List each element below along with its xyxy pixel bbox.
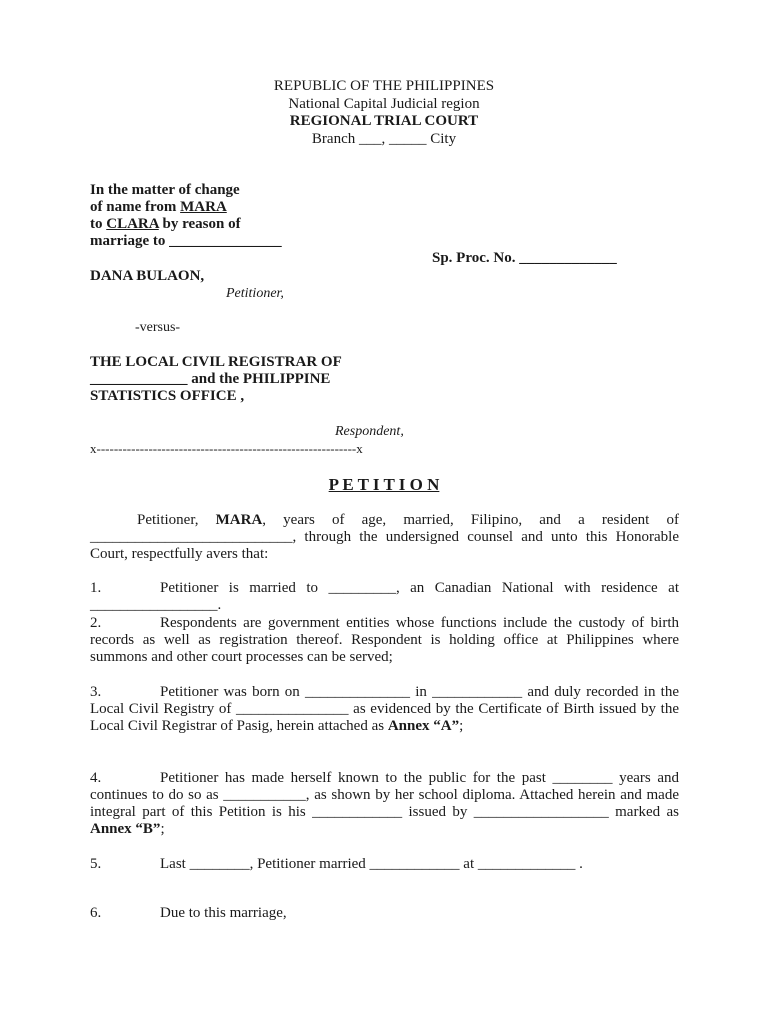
header-judicial-region: National Capital Judicial region bbox=[288, 96, 480, 112]
respondent-line-3: STATISTICS OFFICE , bbox=[90, 388, 245, 404]
document-title: P E T I T I O N bbox=[328, 475, 440, 494]
paragraph-1-number: 1. bbox=[90, 580, 102, 596]
paragraph-2 bbox=[90, 615, 679, 666]
header-court-name: REGIONAL TRIAL COURT bbox=[289, 113, 479, 129]
paragraph-4-number: 4. bbox=[90, 770, 102, 786]
old-name: MARA bbox=[180, 199, 227, 215]
intro-paragraph bbox=[90, 512, 679, 563]
paragraph-5-text: Last ________, Petitioner married ____________ at _____________ . bbox=[160, 856, 583, 872]
petitioner-name: DANA BULAON, bbox=[90, 268, 205, 284]
matter-line-2-prefix: of name from bbox=[90, 199, 181, 215]
case-number: Sp. Proc. No. _____________ bbox=[432, 250, 617, 266]
paragraph-6 bbox=[90, 905, 679, 922]
header-branch: Branch ___, _____ City bbox=[311, 131, 457, 147]
paragraph-3 bbox=[90, 684, 679, 735]
respondent-role: Respondent, bbox=[335, 424, 404, 439]
matter-line-2 bbox=[90, 199, 227, 216]
matter-line-3-suffix: by reason of bbox=[158, 216, 241, 232]
matter-line-3 bbox=[90, 216, 241, 233]
paragraph-4 bbox=[90, 770, 679, 838]
paragraph-3-number: 3. bbox=[90, 684, 102, 700]
paragraph-3-text: Petitioner was born on ______________ in ____________ and duly recorded in the Local Civil Registry of _______________ as evidenced by the Certificate of Birth issued by the Local Civil Registrar of Pasig, herein attached as bbox=[90, 684, 679, 734]
petitioner-role: Petitioner, bbox=[226, 286, 284, 301]
matter-line-1: In the matter of change bbox=[90, 182, 240, 198]
new-name: CLARA bbox=[106, 216, 159, 232]
annex-b-label: Annex “B” bbox=[90, 821, 161, 837]
paragraph-4-end: ; bbox=[160, 821, 165, 837]
intro-petitioner-name: MARA bbox=[215, 512, 263, 528]
respondent-line-1: THE LOCAL CIVIL REGISTRAR OF bbox=[90, 354, 342, 370]
annex-a-label: Annex “A” bbox=[387, 718, 460, 734]
paragraph-6-text: Due to this marriage, bbox=[160, 905, 287, 921]
versus-label: -versus- bbox=[135, 320, 181, 335]
paragraph-5 bbox=[90, 856, 679, 873]
paragraph-4-text: Petitioner has made herself known to the public for the past ________ years and continues to do so as ___________, as shown by her school diploma. Attached herein and made integral part of this Petition is his ____________ issued by __________________ marked as bbox=[90, 770, 679, 820]
paragraph-6-number: 6. bbox=[90, 905, 102, 921]
paragraph-2-text: Respondents are government entities whose functions include the custody of birth records as well as registration thereof. Respondent is holding office at Philippines where summons and other court processes can be served; bbox=[90, 615, 679, 665]
paragraph-1 bbox=[90, 580, 679, 614]
matter-line-4: marriage to _______________ bbox=[90, 233, 282, 249]
paragraph-2-number: 2. bbox=[90, 615, 102, 631]
paragraph-3-end: ; bbox=[459, 718, 464, 734]
header-republic: REPUBLIC OF THE PHILIPPINES bbox=[273, 78, 495, 94]
paragraph-1-text: Petitioner is married to _________, an Canadian National with residence at _________________. bbox=[90, 580, 679, 613]
intro-prefix: Petitioner, bbox=[137, 512, 216, 528]
intro-body: , years of age, married, Filipino, and a resident of ___________________________, through the undersigned counsel and unto this Honorable Court, respectfully avers that: bbox=[90, 512, 679, 562]
paragraph-5-number: 5. bbox=[90, 856, 102, 872]
caption-separator: x------------------------------------------------------------x bbox=[90, 441, 363, 456]
respondent-line-2: _____________ and the PHILIPPINE bbox=[90, 371, 331, 387]
matter-line-3-prefix: to bbox=[90, 216, 107, 232]
